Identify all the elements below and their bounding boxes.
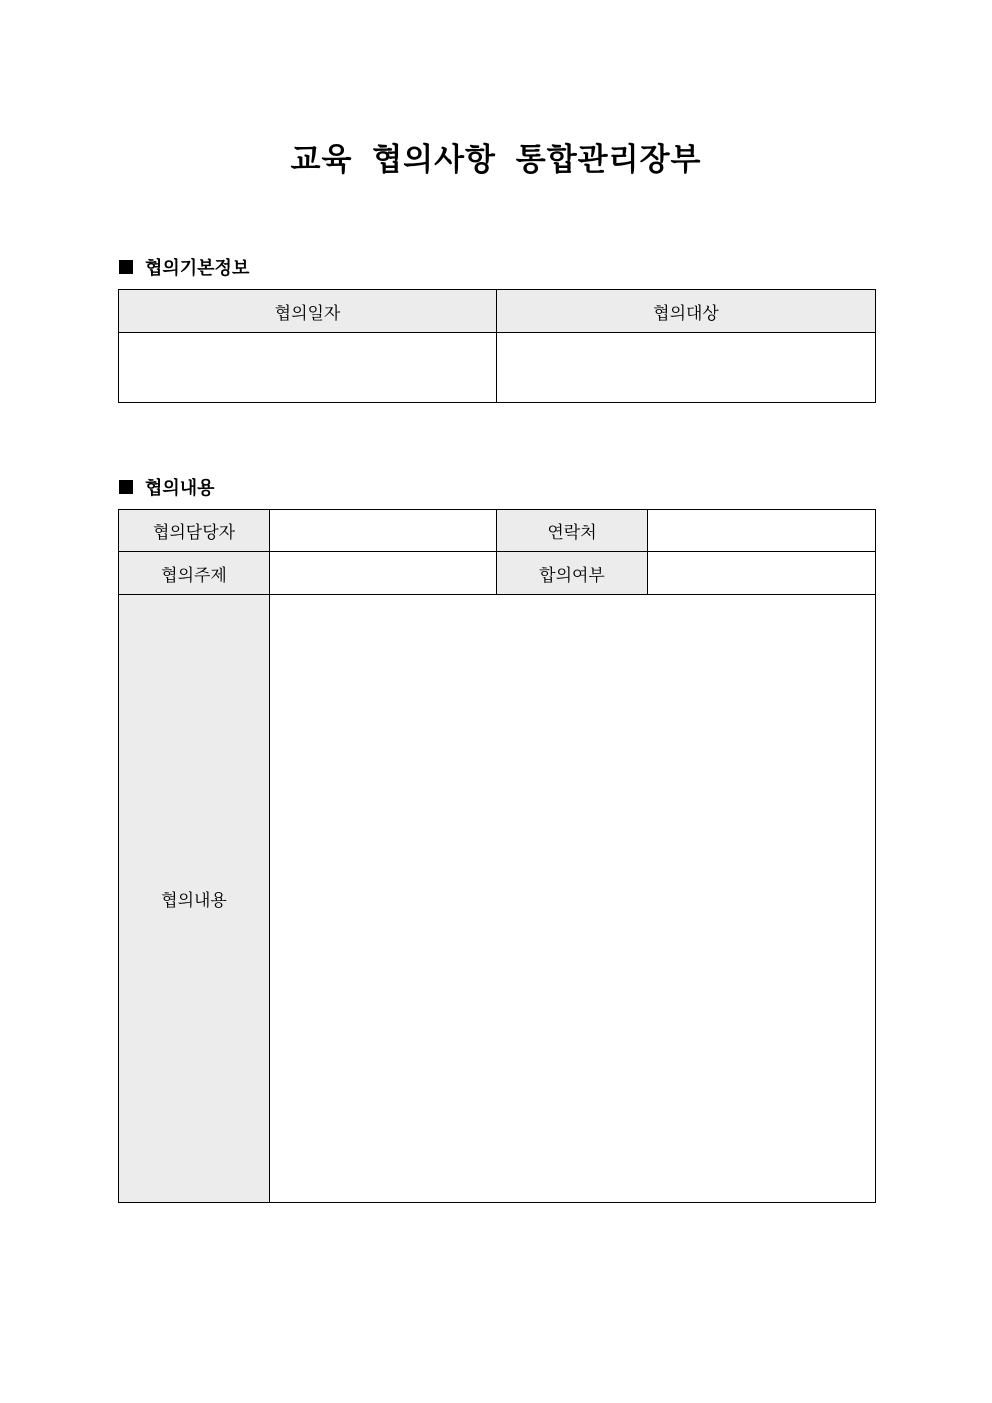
topic-label: 협의주제: [119, 552, 270, 595]
page-title: 교육 협의사항 통합관리장부: [290, 142, 702, 178]
content-table: [118, 509, 876, 1203]
agreement-label: 합의여부: [497, 552, 648, 595]
square-bullet-icon: [119, 260, 133, 274]
contact-label: 연락처: [497, 510, 648, 552]
section-heading-basic-info: [119, 254, 249, 280]
topic-field[interactable]: [270, 552, 497, 595]
content-field[interactable]: [270, 595, 876, 1203]
header-target: 협의대상: [497, 290, 876, 333]
basic-info-table: [118, 289, 876, 403]
section-label: 협의기본정보: [145, 258, 250, 279]
header-date: 협의일자: [119, 290, 497, 333]
manager-field[interactable]: [270, 510, 497, 552]
section-label: 협의내용: [145, 478, 215, 499]
target-field[interactable]: [497, 333, 876, 403]
square-bullet-icon: [119, 480, 133, 494]
agreement-field[interactable]: [648, 552, 876, 595]
date-field[interactable]: [119, 333, 497, 403]
content-label: 협의내용: [119, 595, 270, 1203]
section-heading-content: [119, 474, 215, 500]
manager-label: 협의담당자: [119, 510, 270, 552]
contact-field[interactable]: [648, 510, 876, 552]
